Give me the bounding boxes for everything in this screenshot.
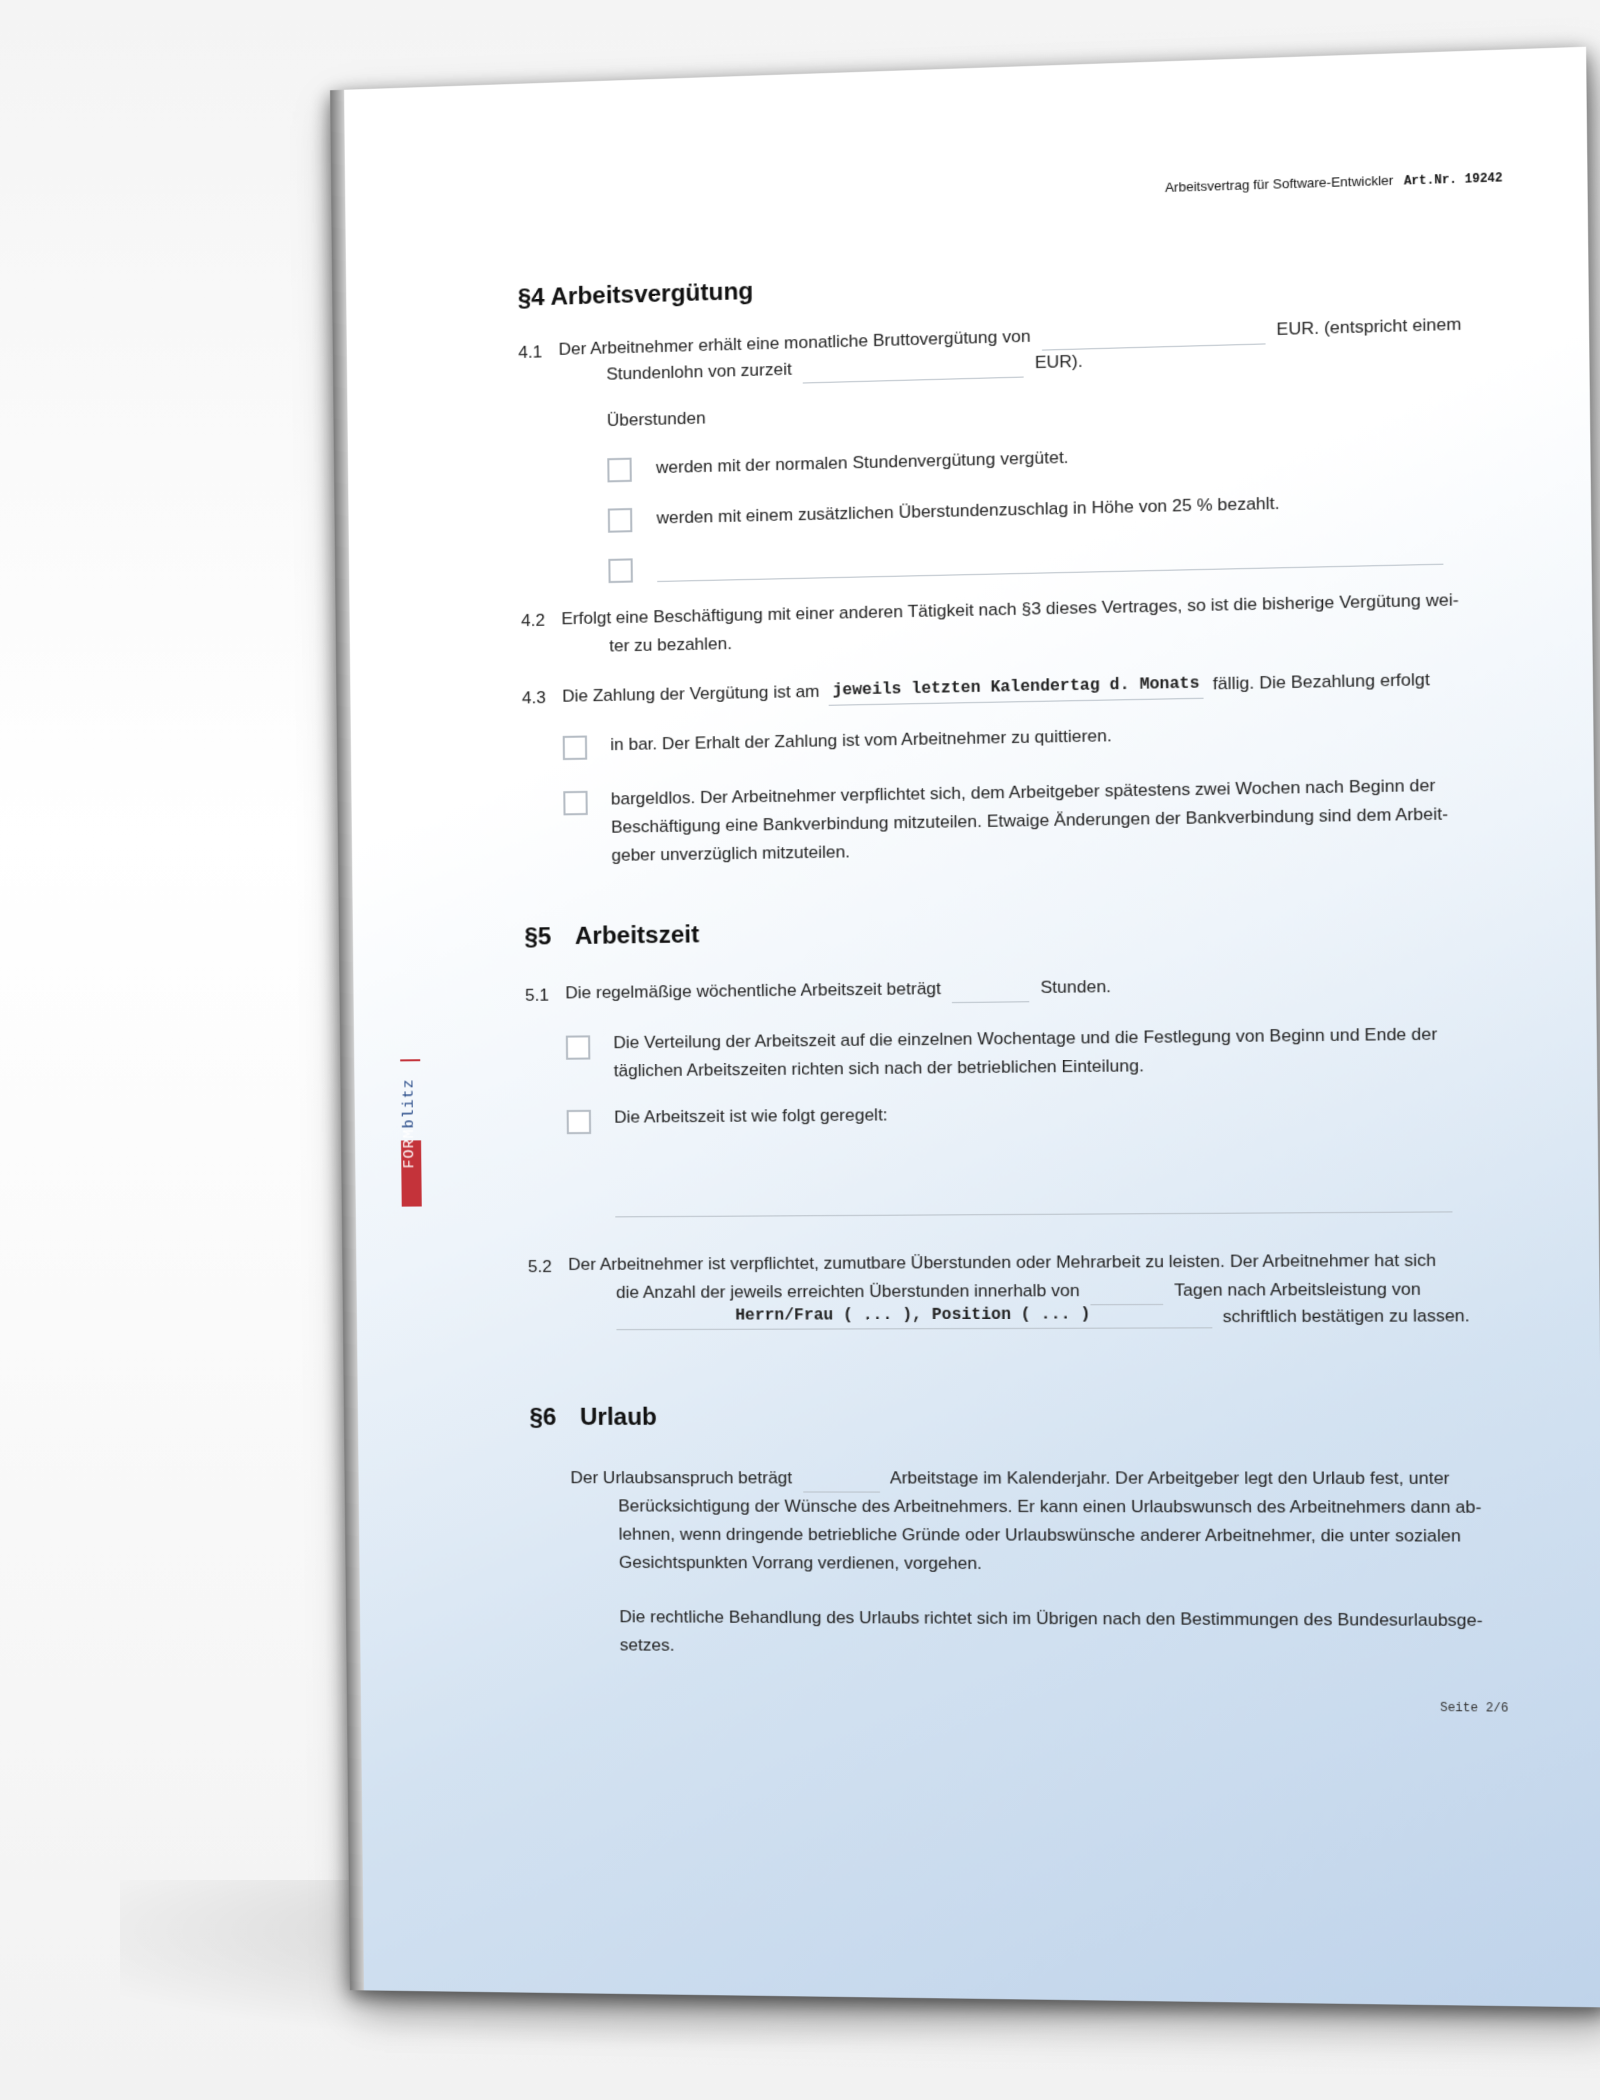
overtime-option-1: werden mit der normalen Stundenvergütung vergütet. (655, 447, 1069, 478)
section-5-number: §5 (524, 923, 552, 951)
clause-number: 4.1 (518, 342, 543, 363)
payment-option-transfer-1: bargeldlos. Der Arbeitnehmer verpflichtet sich, dem Arbeitgeber spätestens zwei Wochen nach Beginn der (610, 775, 1436, 809)
working-time-custom-field[interactable] (615, 1183, 1453, 1218)
clause-4-3-text: Die Zahlung der Vergütung ist am jeweils letzten Kalendertag d. Monats fällig. Die Bezahlung erfolgt (562, 669, 1430, 706)
article-number: Art.Nr. 19242 (1403, 171, 1503, 189)
overtime-other-field[interactable] (657, 535, 1443, 582)
clause-number: 5.1 (524, 985, 550, 1005)
payment-option-transfer-3: geber unverzüglich mitzuteilen. (611, 842, 851, 865)
payment-option-cash: in bar. Der Erhalt der Zahlung ist vom Arbeitnehmer zu quittieren. (610, 725, 1112, 755)
working-time-option-1-line-2: täglichen Arbeitszeiten richten sich nach der betrieblichen Einteilung. (613, 1056, 1145, 1081)
document-page (330, 47, 1600, 2008)
section-6-heading: Urlaub (579, 1403, 658, 1431)
working-time-option-1-line-1: Die Verteilung der Arbeitszeit auf die einzelnen Wochentage und die Festlegung von Beginn und Ende der (613, 1024, 1438, 1053)
page-number: Seite 2/6 (1439, 1700, 1509, 1716)
clause-number: 4.3 (521, 687, 546, 708)
document-header (1165, 169, 1503, 196)
weekly-hours-field[interactable] (952, 1001, 1029, 1003)
vacation-line-3: lehnen, wenn dringende betriebliche Gründe oder Urlaubswünsche anderer Arbeitnehmer, die unter sozialen (618, 1524, 1461, 1546)
clause-number: 5.2 (527, 1256, 552, 1277)
clause-5-1-text: Die regelmäßige wöchentliche Arbeitszeit beträgt Stunden. (565, 976, 1112, 1003)
document-title: Arbeitsvertrag für Software-Entwickler (1164, 172, 1394, 196)
clause-number: 4.2 (521, 610, 546, 631)
vacation-line-4: Gesichtspunkten Vorrang verdienen, vorgehen. (618, 1552, 983, 1573)
section-5-heading: Arbeitszeit (574, 921, 700, 951)
payment-date-field[interactable]: jeweils letzten Kalendertag d. Monats (828, 669, 1203, 706)
vacation-line-2: Berücksichtigung der Wünsche des Arbeitnehmers. Er kann einen Urlaubswunsch des Arbeitnehmers dann ab- (618, 1496, 1482, 1517)
hourly-wage-field[interactable] (803, 377, 1024, 384)
supervisor-field[interactable]: Herrn/Frau ( ... ), Position ( ... ) (616, 1301, 1212, 1330)
overtime-normal-checkbox[interactable] (607, 458, 632, 483)
clause-5-2-line-3: schriftlich bestätigen zu lassen. (1222, 1305, 1470, 1327)
vacation-line-1: Der Urlaubsanspruch beträgt Arbeitstage im Kalenderjahr. Der Arbeitgeber legt den Urlaub fest, unter (570, 1464, 1449, 1493)
working-time-option-2: Die Arbeitszeit ist wie folgt geregelt: (614, 1105, 888, 1127)
section-6-number: §6 (529, 1403, 557, 1431)
working-time-operational-checkbox[interactable] (566, 1035, 590, 1059)
payment-transfer-checkbox[interactable] (563, 791, 587, 816)
clause-4-1-text-2: Stundenlohn von zurzeit EUR). (606, 351, 1083, 384)
overtime-surcharge-checkbox[interactable] (608, 508, 633, 533)
overtime-other-checkbox[interactable] (608, 558, 633, 583)
overtime-option-2: werden mit einem zusätzlichen Überstundenzuschlag in Höhe von 25 % bezahlt. (656, 493, 1280, 528)
working-time-custom-checkbox[interactable] (567, 1110, 592, 1134)
payment-option-transfer-2: Beschäftigung eine Bankverbindung mitzuteilen. Etwaige Änderungen der Bankverbindung sind dem Arbeit- (611, 804, 1449, 837)
clause-5-2-line-2: die Anzahl der jeweils erreichten Überstunden innerhalb von Tagen nach Arbeitsleistung von (616, 1275, 1421, 1307)
section-4-heading: §4 Arbeitsvergütung (517, 277, 754, 312)
clause-5-2-line-1: Der Arbeitnehmer ist verpflichtet, zumutbare Überstunden oder Mehrarbeit zu leisten. Der Arbeitnehmer hat sich (568, 1250, 1437, 1274)
vacation-line-5: Die rechtliche Behandlung des Urlaubs richtet sich im Übrigen nach den Bestimmungen des Bundesurlaubsge- (619, 1607, 1483, 1631)
clause-4-2-line-2: ter zu bezahlen. (609, 633, 733, 656)
overtime-label: Überstunden (606, 408, 706, 431)
payment-cash-checkbox[interactable] (563, 736, 587, 761)
clause-4-1-text: Der Arbeitnehmer erhält eine monatliche Bruttovergütung von EUR. (entspricht einem (558, 314, 1462, 359)
formblitz-logo: FORMblitz (400, 1059, 422, 1206)
clause-4-2-line-1: Erfolgt eine Beschäftigung mit einer anderen Tätigkeit nach §3 dieses Vertrages, so ist die bisherige Vergütung wei- (561, 590, 1459, 629)
vacation-line-6: setzes. (619, 1635, 675, 1655)
